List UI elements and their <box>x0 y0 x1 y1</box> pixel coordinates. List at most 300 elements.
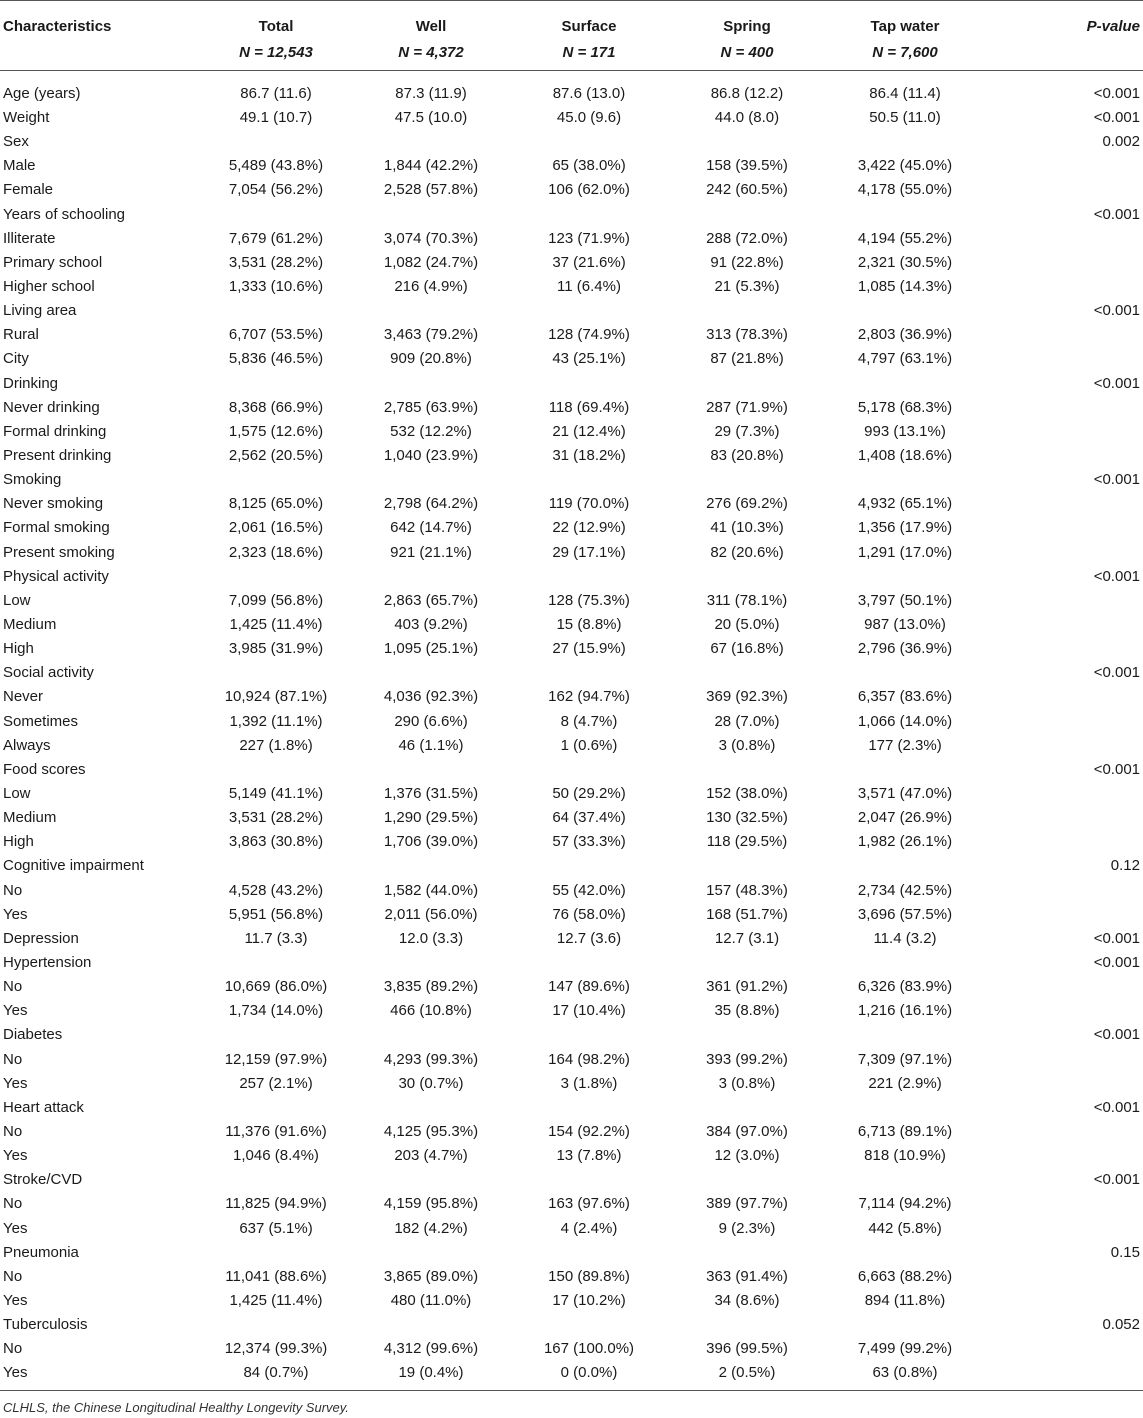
cell-spring: 168 (51.7%) <box>706 905 788 923</box>
cell-surface <box>510 1313 668 1337</box>
cell-well: 1,376 (31.5%) <box>383 785 479 802</box>
cell-spring: 361 (91.2%) <box>706 978 788 996</box>
cell-p-value <box>984 347 1143 371</box>
cell-characteristic: Stroke/CVD <box>3 1171 83 1189</box>
cell-p-value <box>984 879 1143 903</box>
cell-surface: 119 (70.0%) <box>548 495 630 513</box>
cell-characteristic: Low <box>3 591 31 609</box>
cell-surface: 154 (92.2%) <box>548 1122 630 1140</box>
cell-p-value <box>984 613 1143 637</box>
cell-characteristic: Pneumonia <box>3 1243 79 1261</box>
table-row <box>0 589 1143 613</box>
cell-well: 1,040 (23.9%) <box>383 447 479 465</box>
cell-tap-water <box>826 1241 984 1265</box>
cell-surface: 57 (33.3%) <box>552 833 626 851</box>
table-row <box>0 734 1143 758</box>
table-row <box>0 637 1143 661</box>
cell-total: 11,041 (88.6%) <box>225 1267 327 1285</box>
cell-well: 403 (9.2%) <box>394 616 468 634</box>
cell-p-value <box>984 1216 1143 1240</box>
cell-surface: 21 (12.4%) <box>552 422 626 440</box>
cell-tap-water <box>826 565 984 589</box>
table-row <box>0 758 1143 782</box>
cell-well <box>352 130 510 154</box>
cell-well: 2,011 (56.0%) <box>384 905 478 923</box>
cell-tap-water: 11.4 (3.2) <box>873 929 937 947</box>
cell-surface: 164 (98.2%) <box>548 1050 630 1068</box>
cell-p-value: 0.15 <box>1110 1243 1140 1261</box>
cell-tap-water: 2,734 (42.5%) <box>857 881 953 899</box>
cell-surface: 13 (7.8%) <box>556 1147 622 1165</box>
cell-tap-water: 7,114 (94.2%) <box>858 1195 952 1213</box>
cell-surface: 123 (71.9%) <box>548 229 630 247</box>
cell-spring <box>668 1168 826 1192</box>
cell-surface: 11 (6.4%) <box>557 278 621 296</box>
cell-tap-water: 1,216 (16.1%) <box>857 1002 953 1020</box>
cell-total <box>200 758 352 782</box>
header-surface-n: N = 171 <box>562 44 616 61</box>
cell-well <box>352 1023 510 1047</box>
cell-characteristic: Never smoking <box>3 495 104 513</box>
cell-characteristic: Higher school <box>3 278 95 296</box>
table-row <box>0 975 1143 999</box>
cell-tap-water <box>826 1313 984 1337</box>
header-p-value <box>984 0 1143 38</box>
cell-spring: 152 (38.0%) <box>706 785 788 802</box>
cell-well: 3,865 (89.0%) <box>383 1267 479 1285</box>
table-row <box>0 492 1143 516</box>
cell-total: 2,562 (20.5%) <box>228 447 324 465</box>
table-row <box>0 903 1143 927</box>
cell-characteristic: No <box>3 1050 23 1068</box>
cell-spring: 87 (21.8%) <box>710 350 784 368</box>
cell-well: 4,125 (95.3%) <box>383 1122 479 1140</box>
cell-spring: 363 (91.4%) <box>706 1267 788 1285</box>
table-row <box>0 420 1143 444</box>
cell-tap-water: 1,085 (14.3%) <box>857 278 953 296</box>
cell-tap-water: 4,932 (65.1%) <box>857 495 953 513</box>
table-row <box>0 130 1143 154</box>
cell-p-value: <0.001 <box>1093 109 1140 127</box>
cell-tap-water <box>826 372 984 396</box>
cell-spring: 83 (20.8%) <box>710 447 784 465</box>
cell-well: 3,835 (89.2%) <box>383 978 479 996</box>
cell-characteristic: Sometimes <box>3 712 79 730</box>
cell-p-value: <0.001 <box>1093 471 1140 489</box>
cell-characteristic: Medium <box>3 809 57 827</box>
cell-total: 7,679 (61.2%) <box>228 229 324 247</box>
cell-characteristic: Male <box>3 157 36 175</box>
cell-total: 11,825 (94.9%) <box>225 1195 327 1213</box>
cell-surface: 37 (21.6%) <box>552 253 626 271</box>
cell-tap-water <box>826 130 984 154</box>
cell-surface: 150 (89.8%) <box>548 1267 630 1285</box>
cell-well: 4,312 (99.6%) <box>383 1340 479 1358</box>
cell-p-value: <0.001 <box>1093 302 1140 320</box>
cell-p-value <box>984 1072 1143 1096</box>
table-row <box>0 1096 1143 1120</box>
cell-spring <box>668 661 826 685</box>
cell-well: 19 (0.4%) <box>398 1364 464 1382</box>
cell-total: 257 (2.1%) <box>239 1074 313 1092</box>
cell-characteristic: Years of schooling <box>3 205 126 223</box>
table-row <box>0 106 1143 130</box>
cell-total: 11.7 (3.3) <box>244 929 308 947</box>
cell-characteristic: Sex <box>3 133 29 151</box>
cell-tap-water: 1,066 (14.0%) <box>857 712 953 730</box>
cell-well: 4,036 (92.3%) <box>383 688 479 706</box>
cell-total <box>200 1313 352 1337</box>
cell-surface <box>510 854 668 878</box>
table-row <box>0 541 1143 565</box>
cell-characteristic: Never drinking <box>3 398 100 416</box>
cell-total: 5,149 (41.1%) <box>228 785 324 802</box>
cell-spring: 389 (97.7%) <box>706 1195 788 1213</box>
cell-spring: 276 (69.2%) <box>706 495 788 513</box>
cell-tap-water <box>826 468 984 492</box>
cell-characteristic: Age (years) <box>3 85 81 102</box>
cell-surface: 3 (1.8%) <box>560 1074 618 1092</box>
cell-characteristic: Yes <box>3 1291 28 1309</box>
cell-total: 637 (5.1%) <box>239 1219 313 1237</box>
cell-spring: 12 (3.0%) <box>714 1147 780 1165</box>
cell-surface: 147 (89.6%) <box>548 978 630 996</box>
table-row <box>0 178 1143 202</box>
table-row <box>0 154 1143 178</box>
cell-spring <box>668 951 826 975</box>
cell-spring: 396 (99.5%) <box>706 1340 788 1358</box>
cell-spring: 86.8 (12.2) <box>710 85 784 102</box>
cell-total: 3,985 (31.9%) <box>228 640 324 658</box>
cell-spring <box>668 1023 826 1047</box>
cell-tap-water <box>826 661 984 685</box>
cell-tap-water: 1,291 (17.0%) <box>857 543 953 561</box>
cell-p-value <box>984 154 1143 178</box>
cell-total <box>200 299 352 323</box>
cell-characteristic: High <box>3 640 34 658</box>
cell-well: 466 (10.8%) <box>390 1002 472 1020</box>
cell-total: 3,531 (28.2%) <box>228 253 324 271</box>
cell-total: 1,425 (11.4%) <box>229 1291 323 1309</box>
table-row <box>0 1192 1143 1216</box>
cell-total: 49.1 (10.7) <box>239 109 313 127</box>
cell-characteristic: Never <box>3 688 44 706</box>
table-row <box>0 999 1143 1023</box>
cell-tap-water: 987 (13.0%) <box>864 616 946 634</box>
cell-tap-water: 6,663 (88.2%) <box>857 1267 953 1285</box>
table-row <box>0 396 1143 420</box>
cell-p-value <box>984 444 1143 468</box>
cell-p-value: <0.001 <box>1093 760 1140 778</box>
table-row <box>0 1168 1143 1192</box>
cell-total: 3,863 (30.8%) <box>228 833 324 851</box>
cell-characteristic: Rural <box>3 326 39 344</box>
table-row <box>0 1023 1143 1047</box>
cell-well: 909 (20.8%) <box>390 350 472 368</box>
cell-p-value <box>984 275 1143 299</box>
cell-total <box>200 661 352 685</box>
cell-p-value: <0.001 <box>1093 1171 1140 1189</box>
cell-well <box>352 951 510 975</box>
cell-well: 921 (21.1%) <box>390 543 472 561</box>
cell-characteristic: Drinking <box>3 374 59 392</box>
cell-surface: 45.0 (9.6) <box>556 109 622 127</box>
cell-well <box>352 1168 510 1192</box>
cell-characteristic: Hypertension <box>3 953 92 971</box>
cell-surface <box>510 1241 668 1265</box>
header-well: Well <box>415 18 447 35</box>
cell-total: 1,046 (8.4%) <box>233 1147 319 1165</box>
cell-p-value <box>984 637 1143 661</box>
cell-characteristic: Female <box>3 181 54 199</box>
cell-p-value <box>984 782 1143 806</box>
cell-spring: 242 (60.5%) <box>706 181 788 199</box>
cell-characteristic: Low <box>3 785 31 802</box>
table-row <box>0 251 1143 275</box>
cell-well <box>352 372 510 396</box>
cell-characteristic: Yes <box>3 1147 28 1165</box>
cell-spring: 369 (92.3%) <box>706 688 788 706</box>
cell-p-value <box>984 830 1143 854</box>
header-tap-water: Tap water <box>870 18 940 35</box>
cell-total: 86.7 (11.6) <box>240 85 312 102</box>
cell-total: 5,836 (46.5%) <box>228 350 324 368</box>
cell-tap-water: 2,796 (36.9%) <box>857 640 953 658</box>
table-row <box>0 613 1143 637</box>
cell-surface: 87.6 (13.0) <box>552 85 626 102</box>
table-row <box>0 782 1143 806</box>
cell-well: 2,863 (65.7%) <box>383 591 479 609</box>
cell-characteristic: No <box>3 881 23 899</box>
cell-p-value <box>984 227 1143 251</box>
table-row <box>0 927 1143 951</box>
cell-well <box>352 203 510 227</box>
cell-p-value <box>984 806 1143 830</box>
table-row <box>0 323 1143 347</box>
cell-p-value: 0.052 <box>1102 1316 1140 1334</box>
table-body <box>0 74 1143 1385</box>
cell-p-value: <0.001 <box>1093 664 1140 682</box>
cell-well: 87.3 (11.9) <box>395 85 467 102</box>
cell-total: 1,734 (14.0%) <box>228 1002 324 1020</box>
cell-well: 1,082 (24.7%) <box>383 253 479 271</box>
cell-p-value: <0.001 <box>1093 85 1140 102</box>
cell-surface <box>510 1096 668 1120</box>
cell-surface: 55 (42.0%) <box>552 881 626 899</box>
cell-well: 1,095 (25.1%) <box>383 640 479 658</box>
cell-p-value <box>984 1192 1143 1216</box>
cell-total <box>200 565 352 589</box>
cell-characteristic: Yes <box>3 1219 28 1237</box>
cell-total: 10,669 (86.0%) <box>224 978 328 996</box>
cell-p-value <box>984 1265 1143 1289</box>
cell-spring: 384 (97.0%) <box>706 1122 788 1140</box>
cell-surface: 12.7 (3.6) <box>556 929 622 947</box>
cell-total: 2,061 (16.5%) <box>228 519 324 537</box>
cell-total: 7,054 (56.2%) <box>228 181 324 199</box>
header-characteristics: Characteristics <box>3 18 112 35</box>
table-row <box>0 516 1143 540</box>
cell-well: 216 (4.9%) <box>394 278 468 296</box>
cell-surface: 118 (69.4%) <box>548 398 630 416</box>
cell-total: 1,333 (10.6%) <box>228 278 324 296</box>
cell-tap-water <box>826 951 984 975</box>
cell-surface: 128 (75.3%) <box>548 591 630 609</box>
cell-surface: 65 (38.0%) <box>552 157 626 175</box>
cell-spring: 157 (48.3%) <box>706 881 788 899</box>
cell-p-value <box>984 178 1143 202</box>
cell-spring <box>668 854 826 878</box>
cell-well: 642 (14.7%) <box>390 519 472 537</box>
cell-surface: 76 (58.0%) <box>552 905 626 923</box>
cell-surface: 17 (10.4%) <box>552 1002 626 1020</box>
cell-p-value <box>984 1144 1143 1168</box>
cell-spring: 130 (32.5%) <box>706 809 788 827</box>
cell-well: 1,844 (42.2%) <box>383 157 479 175</box>
cell-characteristic: No <box>3 1340 23 1358</box>
cell-well <box>352 661 510 685</box>
cell-spring: 21 (5.3%) <box>714 278 780 296</box>
cell-surface: 43 (25.1%) <box>552 350 626 368</box>
cell-well: 12.0 (3.3) <box>398 929 464 947</box>
cell-surface: 15 (8.8%) <box>556 616 622 634</box>
cell-spring: 20 (5.0%) <box>714 616 780 634</box>
cell-total <box>200 372 352 396</box>
table-row <box>0 1289 1143 1313</box>
cell-p-value <box>984 903 1143 927</box>
header-p-value-label: P-value <box>1086 18 1140 35</box>
cell-tap-water: 6,713 (89.1%) <box>857 1122 953 1140</box>
table-row <box>0 830 1143 854</box>
cell-characteristic: No <box>3 1195 23 1213</box>
cell-well: 290 (6.6%) <box>394 712 468 730</box>
cell-tap-water: 2,321 (30.5%) <box>857 253 953 271</box>
cell-p-value <box>984 685 1143 709</box>
cell-tap-water <box>826 1023 984 1047</box>
cell-well: 3,463 (79.2%) <box>383 326 479 344</box>
cell-surface <box>510 951 668 975</box>
cell-total: 10,924 (87.1%) <box>224 688 328 706</box>
header-well-n: N = 4,372 <box>398 44 464 61</box>
cell-tap-water: 3,696 (57.5%) <box>857 905 953 923</box>
cell-p-value <box>984 251 1143 275</box>
cell-tap-water: 2,047 (26.9%) <box>857 809 953 827</box>
header-total-n: N = 12,543 <box>239 44 313 61</box>
cell-tap-water: 86.4 (11.4) <box>869 85 941 102</box>
header-tap-water-n: N = 7,600 <box>872 44 938 61</box>
table-row <box>0 275 1143 299</box>
table-header <box>0 0 1143 74</box>
cell-total: 12,159 (97.9%) <box>224 1050 328 1068</box>
cell-well: 532 (12.2%) <box>390 422 472 440</box>
cell-tap-water: 1,408 (18.6%) <box>857 447 953 465</box>
table-row <box>0 1241 1143 1265</box>
cell-well: 203 (4.7%) <box>394 1147 468 1165</box>
cell-characteristic: Food scores <box>3 760 86 778</box>
cell-characteristic: Social activity <box>3 664 94 682</box>
cell-p-value: <0.001 <box>1093 567 1140 585</box>
table-footnote: CLHLS, the Chinese Longitudinal Healthy Longevity Survey. <box>3 1400 349 1415</box>
cell-p-value <box>984 323 1143 347</box>
cell-tap-water: 3,571 (47.0%) <box>857 785 953 802</box>
cell-spring: 288 (72.0%) <box>706 229 788 247</box>
cell-surface <box>510 661 668 685</box>
cell-tap-water: 3,797 (50.1%) <box>857 591 953 609</box>
table-row <box>0 444 1143 468</box>
cell-characteristic: Medium <box>3 616 57 634</box>
cell-p-value <box>984 589 1143 613</box>
header-total: Total <box>258 18 294 35</box>
table-row <box>0 710 1143 734</box>
cell-spring: 393 (99.2%) <box>706 1050 788 1068</box>
cell-surface <box>510 468 668 492</box>
cell-tap-water: 3,422 (45.0%) <box>857 157 953 175</box>
cell-spring <box>668 1241 826 1265</box>
cell-characteristic: Heart attack <box>3 1098 84 1116</box>
cell-well: 480 (11.0%) <box>390 1291 472 1309</box>
cell-tap-water: 63 (0.8%) <box>872 1364 938 1382</box>
cell-total <box>200 1023 352 1047</box>
cell-tap-water: 1,982 (26.1%) <box>857 833 953 851</box>
cell-well: 1,290 (29.5%) <box>383 809 479 827</box>
cell-spring <box>668 203 826 227</box>
cell-characteristic: Yes <box>3 1074 28 1092</box>
cell-total: 8,368 (66.9%) <box>228 398 324 416</box>
cell-spring: 158 (39.5%) <box>706 157 788 175</box>
cell-p-value <box>984 734 1143 758</box>
table-row <box>0 1313 1143 1337</box>
cell-well <box>352 1313 510 1337</box>
cell-spring: 287 (71.9%) <box>706 398 788 416</box>
cell-tap-water: 177 (2.3%) <box>868 736 942 754</box>
cell-tap-water <box>826 854 984 878</box>
cell-total <box>200 1241 352 1265</box>
cell-total: 8,125 (65.0%) <box>228 495 324 513</box>
cell-surface <box>510 1168 668 1192</box>
cell-surface: 31 (18.2%) <box>552 447 626 465</box>
cell-well: 1,582 (44.0%) <box>383 881 479 899</box>
cell-spring: 28 (7.0%) <box>714 712 780 730</box>
cell-characteristic: Primary school <box>3 253 103 271</box>
cell-total <box>200 1096 352 1120</box>
cell-tap-water <box>826 758 984 782</box>
cell-well: 2,785 (63.9%) <box>383 398 479 416</box>
cell-total: 227 (1.8%) <box>239 736 313 754</box>
cell-total: 1,392 (11.1%) <box>229 712 323 730</box>
cell-surface: 128 (74.9%) <box>548 326 630 344</box>
cell-well <box>352 854 510 878</box>
cell-p-value <box>984 516 1143 540</box>
cell-characteristic: Illiterate <box>3 229 56 247</box>
cell-spring <box>668 372 826 396</box>
cell-characteristic: No <box>3 1267 23 1285</box>
cell-tap-water: 4,194 (55.2%) <box>857 229 953 247</box>
cell-p-value <box>984 975 1143 999</box>
cell-spring: 44.0 (8.0) <box>714 109 780 127</box>
cell-p-value: <0.001 <box>1093 1098 1140 1116</box>
table-row <box>0 1047 1143 1071</box>
cell-surface: 0 (0.0%) <box>560 1364 618 1382</box>
cell-spring <box>668 1313 826 1337</box>
cell-spring <box>668 468 826 492</box>
cell-tap-water: 7,309 (97.1%) <box>857 1050 953 1068</box>
cell-well: 1,706 (39.0%) <box>383 833 479 851</box>
cell-spring <box>668 565 826 589</box>
cell-surface: 27 (15.9%) <box>552 640 626 658</box>
cell-well <box>352 1096 510 1120</box>
cell-total <box>200 854 352 878</box>
cell-spring: 34 (8.6%) <box>714 1291 780 1309</box>
